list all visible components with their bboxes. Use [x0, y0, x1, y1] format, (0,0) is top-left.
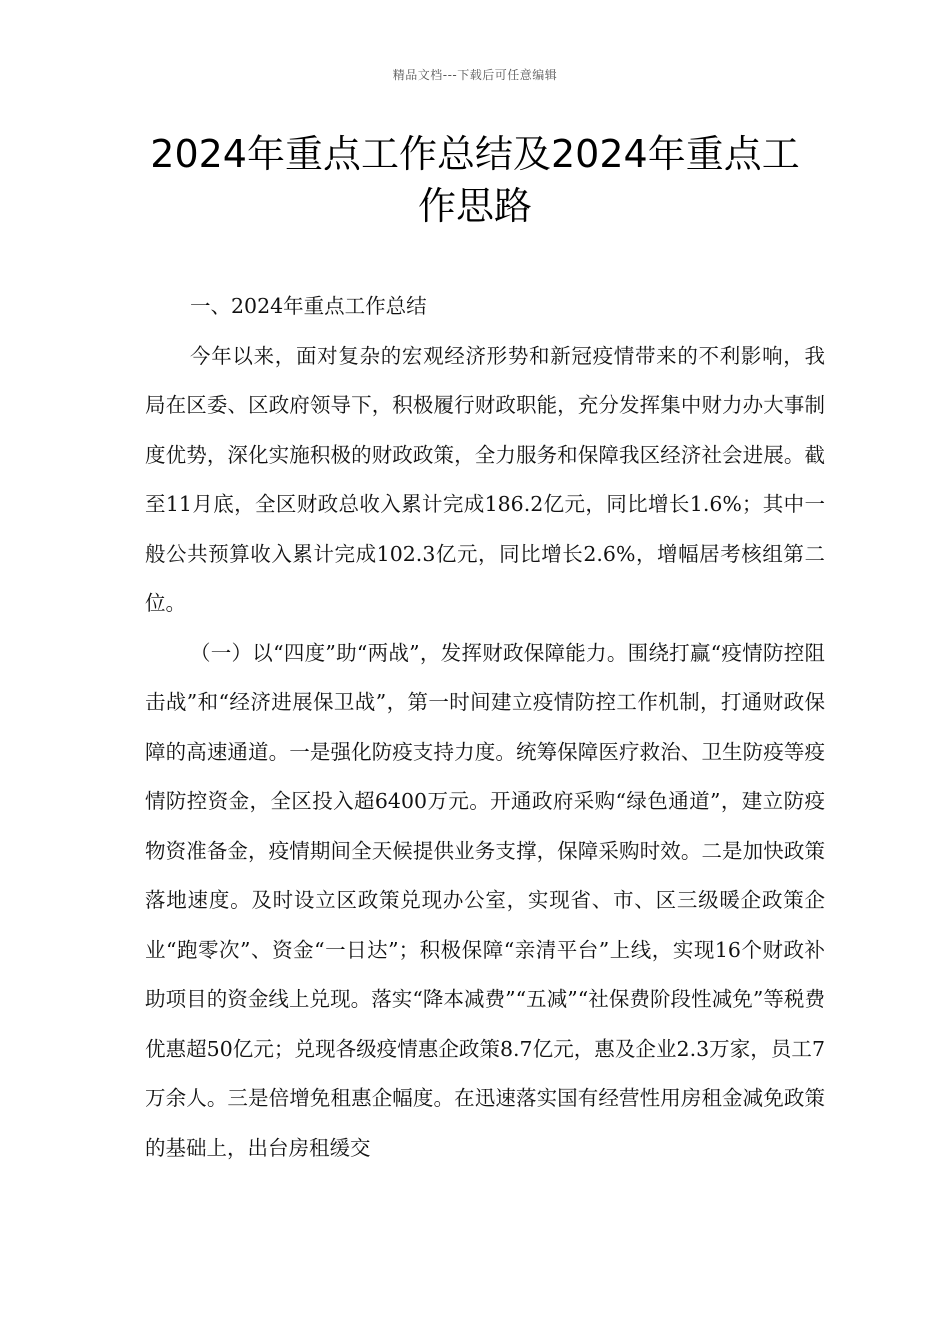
header-note: 精品文档---下载后可任意编辑	[392, 68, 558, 82]
section-heading: 一、2024年重点工作总结	[190, 294, 427, 318]
document-body	[145, 282, 825, 1173]
document-title: 2024年重点工作总结及2024年重点工作思路	[150, 132, 800, 228]
paragraph-item-1: （一）以“四度”助“两战”，发挥财政保障能力。围绕打赢“疫情防控阻击战”和“经济进展保卫战”，第一时间建立疫情防控工作机制，打通财政保障的高速通道。一是强化防疫支持力度。统筹保障医疗救治、卫生防疫等疫情防控资金，全区投入超6400万元。开通政府采购“绿色通道”，建立防疫物资准备金，疫情期间全天候提供业务支撑，保障采购时效。二是加快政策落地速度。及时设立区政策兑现办公室，实现省、市、区三级暖企政策企业“跑零次”、资金“一日达”；积极保障“亲清平台”上线，实现16个财政补助项目的资金线上兑现。落实“降本减费”“五减”“社保费阶段性减免”等税费优惠超50亿元；兑现各级疫情惠企政策8.7亿元，惠及企业2.3万家，员工7万余人。三是倍增免租惠企幅度。在迅速落实国有经营性用房租金减免政策的基础上，出台房租缓交	[145, 640, 825, 1160]
paragraph-intro: 今年以来，面对复杂的宏观经济形势和新冠疫情带来的不利影响，我局在区委、区政府领导下，积极履行财政职能，充分发挥集中财力办大事制度优势，深化实施积极的财政政策，全力服务和保障我区经济社会进展。截至11月底，全区财政总收入累计完成186.2亿元，同比增长1.6%；其中一般公共预算收入累计完成102.3亿元，同比增长2.6%，增幅居考核组第二位。	[145, 343, 825, 615]
